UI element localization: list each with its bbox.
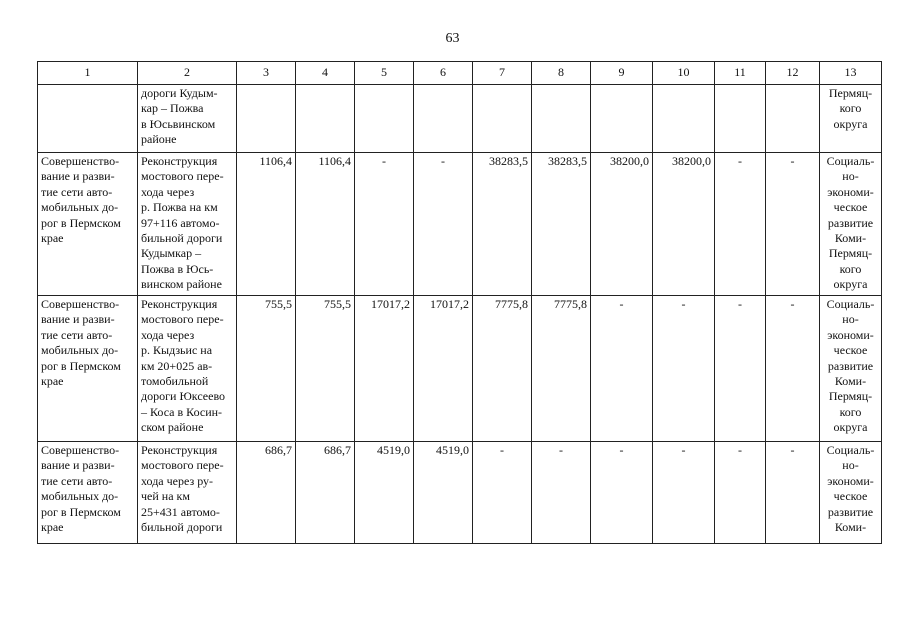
cell-value: 7775,8 (532, 296, 591, 442)
table-row (38, 442, 882, 544)
cell-object: Реконструкция мостового пере- хода через ру- чей на км 25+431 автомо- бильной дороги (138, 442, 237, 544)
cell-value: - (591, 442, 653, 544)
cell-value: - (591, 296, 653, 442)
cell-value (355, 85, 414, 153)
cell-value: - (766, 442, 820, 544)
cell-value: - (653, 442, 715, 544)
cell-value (766, 85, 820, 153)
header-cell: 10 (653, 62, 715, 85)
cell-value: - (473, 442, 532, 544)
cell-value: - (715, 296, 766, 442)
cell-value: - (766, 153, 820, 296)
cell-value: 4519,0 (414, 442, 473, 544)
cell-value: - (532, 442, 591, 544)
cell-value (653, 85, 715, 153)
cell-object: дороги Кудым- кар – Пожва в Юсьвинском районе (138, 85, 237, 153)
cell-program: Совершенство- вание и разви- тие сети авто- мобильных до- рог в Пермском крае (38, 442, 138, 544)
cell-value: - (766, 296, 820, 442)
cell-value: - (653, 296, 715, 442)
header-cell: 9 (591, 62, 653, 85)
header-cell: 4 (296, 62, 355, 85)
cell-value: 38200,0 (653, 153, 715, 296)
cell-value (296, 85, 355, 153)
cell-value: 755,5 (237, 296, 296, 442)
header-cell: 7 (473, 62, 532, 85)
cell-value (237, 85, 296, 153)
cell-program: Совершенство- вание и разви- тие сети авто- мобильных до- рог в Пермском крае (38, 296, 138, 442)
cell-program (38, 85, 138, 153)
table-header-row (38, 62, 882, 85)
cell-value (591, 85, 653, 153)
page-number: 63 (445, 31, 460, 46)
cell-value: 17017,2 (355, 296, 414, 442)
table-row (38, 153, 882, 296)
cell-value: - (715, 442, 766, 544)
cell-value: 755,5 (296, 296, 355, 442)
cell-value: 4519,0 (355, 442, 414, 544)
cell-purpose: Социаль- но- экономи- ческое развитие Коми- (820, 442, 882, 544)
cell-value: 1106,4 (237, 153, 296, 296)
cell-object: Реконструкция мостового пере- хода через р. Кыдзьис на км 20+025 ав- томобильной дороги Юксеево – Коса в Косин- ском районе (138, 296, 237, 442)
cell-value: 7775,8 (473, 296, 532, 442)
cell-value: - (715, 153, 766, 296)
cell-object: Реконструкция мостового пере- хода через р. Пожва на км 97+116 автомо- бильной дороги Кудымкар – Пожва в Юсь- винском районе (138, 153, 237, 296)
cell-value (715, 85, 766, 153)
cell-value: 17017,2 (414, 296, 473, 442)
data-table (37, 61, 882, 544)
cell-value: 38283,5 (473, 153, 532, 296)
cell-value: 686,7 (296, 442, 355, 544)
header-cell: 1 (38, 62, 138, 85)
cell-value (414, 85, 473, 153)
header-cell: 12 (766, 62, 820, 85)
cell-purpose: Пермяц- кого округа (820, 85, 882, 153)
table-row (38, 296, 882, 442)
header-cell: 2 (138, 62, 237, 85)
cell-value: 1106,4 (296, 153, 355, 296)
header-cell: 6 (414, 62, 473, 85)
header-cell: 11 (715, 62, 766, 85)
cell-value: 38283,5 (532, 153, 591, 296)
cell-value: 38200,0 (591, 153, 653, 296)
cell-value (532, 85, 591, 153)
cell-value: - (414, 153, 473, 296)
header-cell: 8 (532, 62, 591, 85)
cell-purpose: Социаль- но- экономи- ческое развитие Коми- Пермяц- кого округа (820, 296, 882, 442)
table-row (38, 85, 882, 153)
cell-value: - (355, 153, 414, 296)
cell-program: Совершенство- вание и разви- тие сети авто- мобильных до- рог в Пермском крае (38, 153, 138, 296)
cell-purpose: Социаль- но- экономи- ческое развитие Коми- Пермяц- кого округа (820, 153, 882, 296)
cell-value: 686,7 (237, 442, 296, 544)
header-cell: 5 (355, 62, 414, 85)
header-cell: 13 (820, 62, 882, 85)
header-cell: 3 (237, 62, 296, 85)
cell-value (473, 85, 532, 153)
